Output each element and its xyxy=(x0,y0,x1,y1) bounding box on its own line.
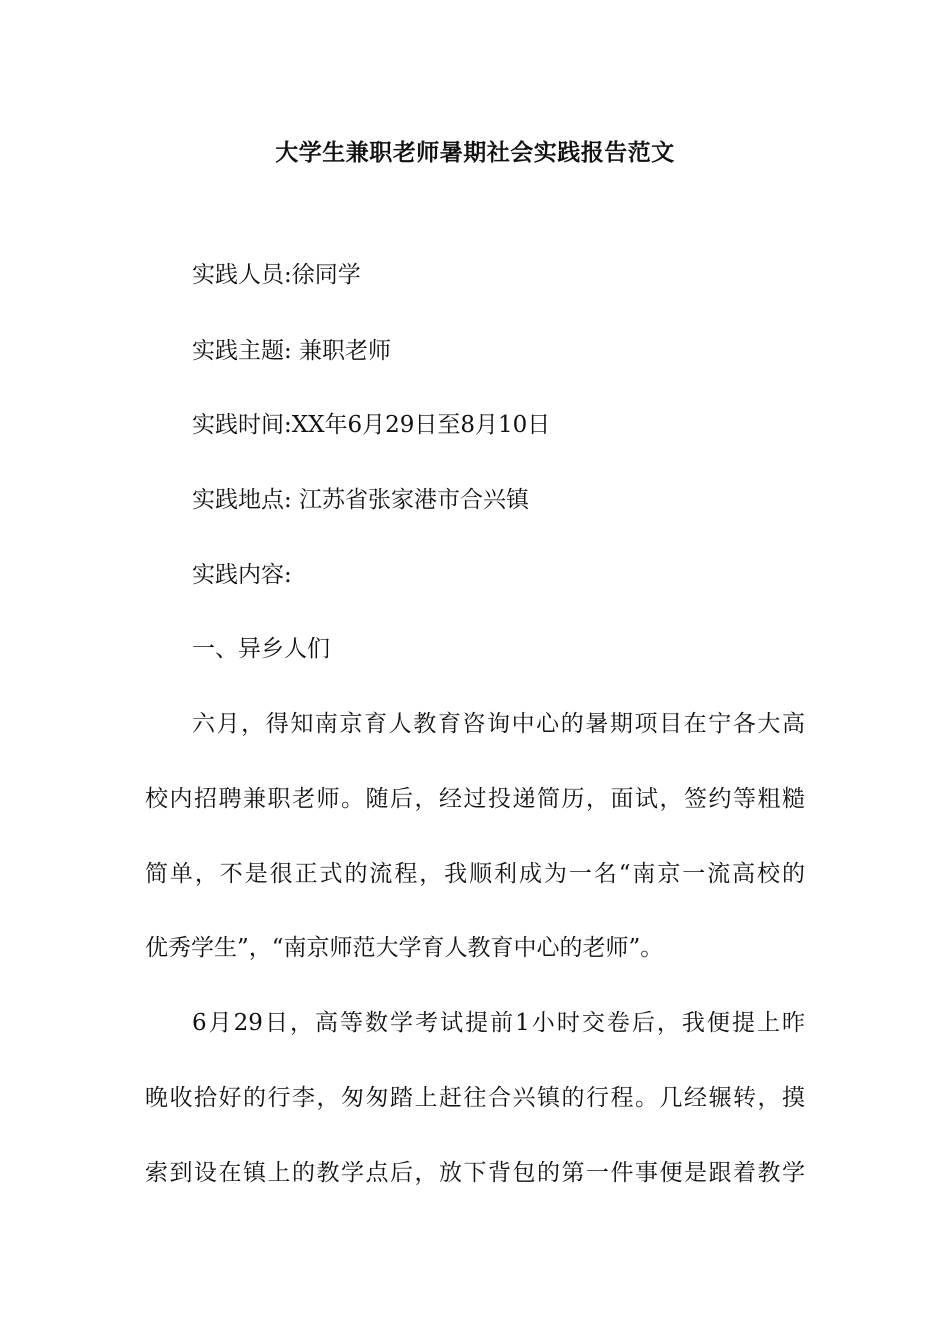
document-title: 大学生兼职老师暑期社会实践报告范文 xyxy=(275,139,675,166)
paragraph1-line2: 校内招聘兼职老师。随后，经过投递简历，面试，签约等粗糙 xyxy=(145,786,805,812)
paragraph1-line1: 六月，得知南京育人教育咨询中心的暑期项目在宁各大高 xyxy=(192,711,805,737)
paragraph2-line1: 6月29日，高等数学考试提前1小时交卷后，我便提上昨 xyxy=(192,1010,805,1036)
section-heading: 一、异乡人们 xyxy=(192,636,330,662)
paragraph1-line3: 简单，不是很正式的流程，我顺利成为一名“南京一流高校的 xyxy=(145,861,805,887)
meta-time: 实践时间:XX年6月29日至8月10日 xyxy=(192,412,551,438)
meta-location: 实践地点: 江苏省张家港市合兴镇 xyxy=(192,487,530,513)
paragraph2-line3: 索到设在镇上的教学点后，放下背包的第一件事便是跟着教学 xyxy=(145,1160,805,1186)
paragraph2-line2: 晚收拾好的行李，匆匆踏上赶往合兴镇的行程。几经辗转，摸 xyxy=(145,1085,805,1111)
meta-content-label: 实践内容: xyxy=(192,562,292,588)
meta-participant: 实践人员:徐同学 xyxy=(192,262,361,288)
meta-theme: 实践主题: 兼职老师 xyxy=(192,338,392,364)
paragraph1-line4: 优秀学生”，“南京师范大学育人教育中心的老师”。 xyxy=(145,935,664,961)
